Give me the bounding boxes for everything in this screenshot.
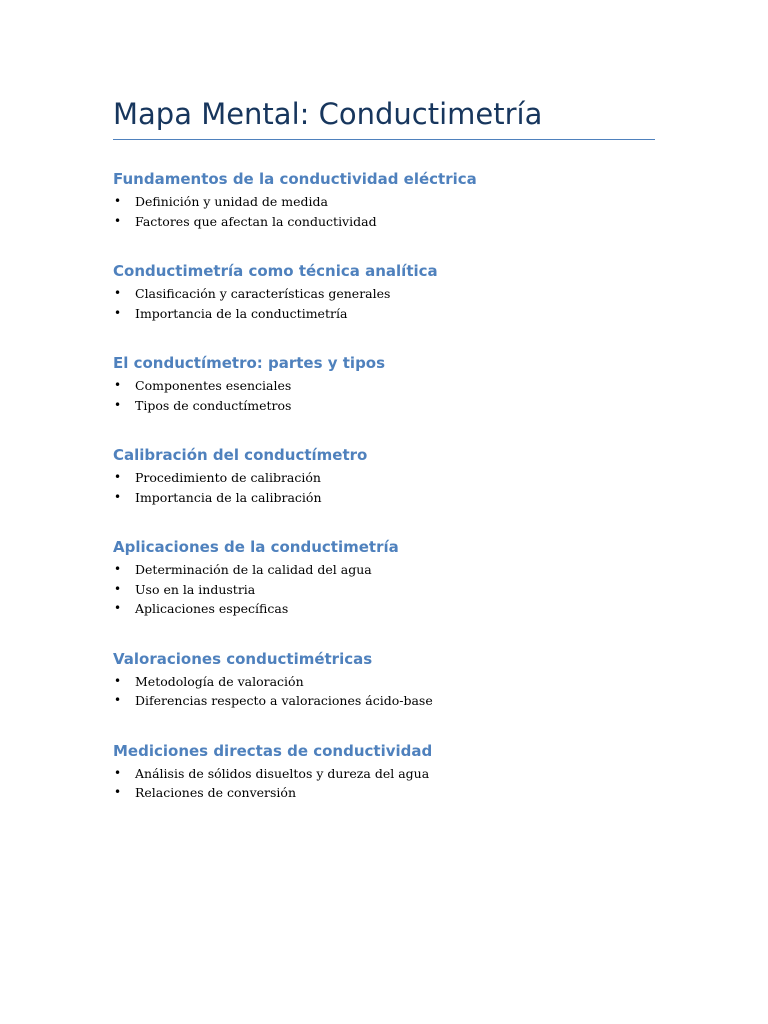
list-item-text: Uso en la industria [135, 581, 256, 597]
bullet-dot-icon: • [114, 489, 122, 504]
list-item [113, 783, 655, 803]
bullet-list [113, 376, 655, 415]
bullet-dot-icon: • [114, 765, 122, 780]
list-item [113, 468, 655, 488]
list-item [113, 304, 655, 324]
bullet-dot-icon: • [114, 673, 122, 688]
list-item-text: Análisis de sólidos disueltos y dureza del agua [135, 765, 430, 781]
document-content [113, 92, 655, 803]
section-list [113, 168, 655, 803]
section-heading: El conductímetro: partes y tipos [113, 354, 386, 372]
list-item-text: Importancia de la calibración [135, 489, 322, 505]
bullet-list [113, 764, 655, 803]
section [113, 740, 655, 803]
section [113, 444, 655, 507]
bullet-dot-icon: • [114, 562, 122, 576]
list-item [113, 599, 655, 619]
bullet-dot-icon: • [114, 601, 122, 615]
list-item-text: Componentes esenciales [135, 378, 292, 393]
list-item [113, 376, 655, 396]
section-heading: Valoraciones conductimétricas [113, 649, 373, 668]
list-item [113, 672, 655, 692]
list-item [113, 691, 655, 711]
list-item-text: Diferencias respecto a valoraciones ácido-base [135, 693, 433, 708]
bullet-list [113, 672, 655, 711]
list-item-text: Procedimiento de calibración [135, 470, 321, 485]
page-title: Mapa Mental: Conductimetría [113, 97, 543, 131]
bullet-list [113, 192, 655, 231]
section-heading: Fundamentos de la conductividad eléctrica [113, 170, 477, 188]
list-item-text: Clasificación y características generales [135, 286, 391, 301]
list-item-text: Definición y unidad de medida [135, 194, 328, 209]
bullet-list [113, 468, 655, 507]
section [113, 536, 655, 619]
bullet-dot-icon: • [114, 693, 122, 707]
section-heading: Aplicaciones de la conductimetría [113, 538, 399, 556]
section [113, 648, 655, 711]
title-underline [113, 139, 655, 140]
bullet-dot-icon: • [114, 581, 122, 596]
list-item-text: Metodología de valoración [135, 673, 304, 689]
bullet-dot-icon: • [114, 286, 122, 300]
list-item [113, 764, 655, 784]
bullet-dot-icon: • [114, 378, 122, 392]
list-item [113, 488, 655, 508]
section-heading: Calibración del conductímetro [113, 446, 368, 464]
list-item [113, 560, 655, 580]
bullet-dot-icon: • [114, 470, 122, 484]
list-item [113, 192, 655, 212]
list-item [113, 212, 655, 232]
section [113, 352, 655, 415]
list-item-text: Relaciones de conversión [135, 785, 296, 800]
bullet-dot-icon: • [114, 194, 122, 208]
list-item [113, 284, 655, 304]
bullet-dot-icon: • [114, 397, 122, 412]
list-item [113, 396, 655, 416]
list-item-text: Aplicaciones específicas [135, 601, 289, 616]
section-heading: Conductimetría como técnica analítica [113, 262, 438, 280]
list-item [113, 580, 655, 600]
list-item-text: Importancia de la conductimetría [135, 305, 348, 321]
bullet-list [113, 284, 655, 323]
list-item-text: Factores que afectan la conductividad [135, 213, 377, 229]
list-item-text: Tipos de conductímetros [135, 397, 292, 413]
list-item-text: Determinación de la calidad del agua [135, 562, 372, 577]
bullet-dot-icon: • [114, 305, 122, 320]
bullet-list [113, 560, 655, 619]
section [113, 260, 655, 323]
section-heading: Mediciones directas de conductividad [113, 741, 433, 760]
section [113, 168, 655, 231]
bullet-dot-icon: • [114, 785, 122, 799]
bullet-dot-icon: • [114, 213, 122, 228]
